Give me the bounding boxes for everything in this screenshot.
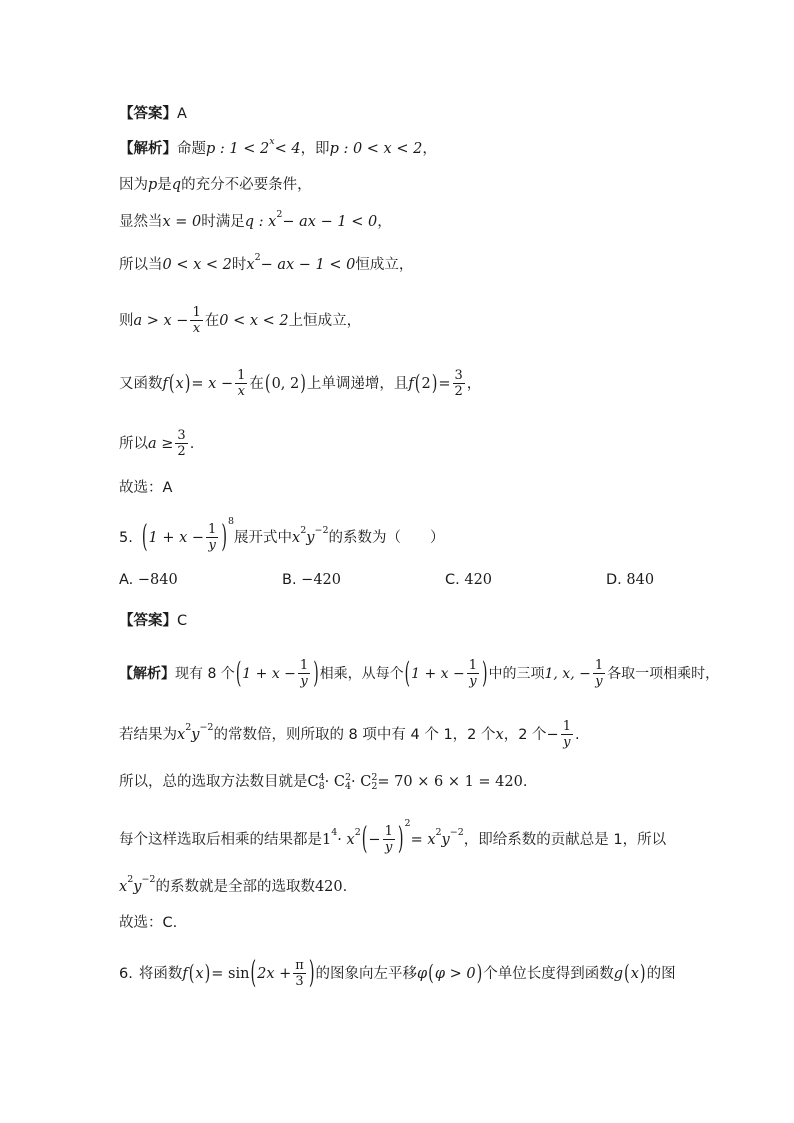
- paren: (: [428, 961, 434, 986]
- analysis-label: 【解析】: [119, 665, 175, 682]
- math: 1: [322, 831, 332, 848]
- math: y: [133, 879, 142, 895]
- text: 命题: [177, 141, 206, 157]
- subscript: 2: [371, 781, 378, 792]
- math: C: [307, 774, 319, 790]
- denominator: 2: [177, 444, 186, 459]
- analysis-line-1: [119, 136, 437, 159]
- text: 展开式中: [234, 529, 293, 546]
- math: =: [438, 375, 451, 392]
- math: p: [148, 177, 158, 193]
- analysis-line-8: [119, 478, 172, 498]
- math: p : 1 < 2: [206, 141, 270, 157]
- math: q : x: [244, 214, 277, 230]
- analysis-line-3: [119, 209, 392, 232]
- denominator: x: [192, 321, 201, 336]
- math: x: [175, 375, 184, 392]
- text: 恒成立，: [355, 257, 414, 273]
- paren: (: [414, 371, 421, 396]
- numerator: π: [295, 958, 304, 973]
- answer-label: 【答案】: [119, 106, 177, 122]
- superscript: −2: [141, 874, 156, 885]
- option-letter: B.: [282, 572, 297, 588]
- math: x: [630, 965, 639, 982]
- analysis2-line-1: [119, 658, 719, 689]
- paren: ): [221, 520, 227, 555]
- math: f: [408, 375, 414, 392]
- answer-value: A: [177, 106, 187, 122]
- text: 故选：A: [119, 480, 173, 496]
- superscript: 2: [344, 772, 352, 783]
- superscript: 2: [276, 209, 283, 220]
- numerator: 1: [192, 305, 201, 320]
- option-value: −420: [301, 572, 341, 588]
- analysis2-line-5: [119, 874, 348, 897]
- superscript: 2: [404, 817, 411, 829]
- math: 2x +: [257, 965, 292, 982]
- answer-value: C: [177, 613, 188, 629]
- text: 所以，总的选取方法数目就是: [119, 774, 308, 790]
- fraction: [293, 958, 306, 989]
- question-5: [119, 515, 445, 555]
- math: = x −: [191, 375, 234, 392]
- text: 的常数倍，则所取的 8 项中有 4 个 1，2 个: [213, 726, 496, 743]
- paren: (: [168, 371, 175, 396]
- math: x: [495, 726, 504, 743]
- analysis-label: 【解析】: [119, 141, 177, 157]
- answer-label: 【答案】: [119, 613, 177, 629]
- option-value: −840: [137, 572, 178, 588]
- math: q: [171, 177, 182, 193]
- paren: (: [141, 520, 148, 555]
- text: .: [522, 774, 528, 790]
- superscript: x: [269, 136, 275, 147]
- text: ，: [377, 214, 392, 230]
- fraction: [383, 824, 395, 855]
- math: · C: [324, 774, 345, 790]
- analysis2-line-2: [119, 719, 580, 750]
- math: y: [306, 529, 315, 546]
- math: 420: [314, 879, 343, 895]
- analysis-line-7: [119, 428, 194, 459]
- numerator: 1: [384, 824, 393, 839]
- option-value: 420: [464, 572, 493, 588]
- superscript: 2: [435, 826, 442, 838]
- text: .: [189, 435, 195, 452]
- denominator: y: [595, 674, 603, 689]
- paren: ): [397, 822, 404, 857]
- denominator: 2: [454, 384, 463, 399]
- math: g: [613, 965, 624, 982]
- math: = 70 × 6 × 1 = 420: [377, 774, 523, 790]
- text: 的系数为（ ）: [328, 529, 445, 546]
- option-letter: D.: [606, 572, 622, 588]
- analysis2-line-6: [119, 913, 177, 933]
- math: a ≥: [148, 435, 174, 452]
- text: 的图象向左平移: [315, 965, 417, 982]
- option-c: [445, 570, 492, 590]
- text: 的系数就是全部的选取数: [155, 879, 315, 895]
- math: = sin: [211, 965, 250, 982]
- superscript: 4: [318, 772, 325, 783]
- text: 中的三项: [488, 665, 545, 682]
- option-d: [606, 570, 654, 590]
- option-letter: C.: [445, 572, 460, 588]
- fraction: [175, 428, 187, 459]
- numerator: 1: [299, 658, 309, 673]
- math: a > x −: [133, 312, 189, 329]
- denominator: 3: [295, 974, 304, 989]
- paren: ): [476, 961, 483, 986]
- math: −: [546, 726, 559, 743]
- fraction: [561, 719, 573, 750]
- math: x: [292, 529, 301, 546]
- paren: ): [308, 956, 315, 991]
- fraction: [593, 658, 605, 689]
- paren: (: [264, 371, 271, 396]
- superscript: 2: [300, 524, 307, 536]
- fraction: [206, 522, 218, 553]
- text: 个单位长度得到函数: [483, 965, 614, 982]
- math: 0, 2: [271, 375, 300, 392]
- analysis-line-2: [119, 175, 312, 195]
- question-number: 6.: [119, 965, 133, 982]
- math: y: [441, 831, 450, 848]
- text: 则: [119, 312, 134, 329]
- paren: ): [313, 656, 319, 691]
- denominator: y: [208, 538, 216, 553]
- fraction: [453, 368, 465, 399]
- question-6: [119, 958, 676, 989]
- math: 1 + x −: [242, 665, 296, 682]
- math: x: [246, 257, 255, 273]
- text: 现有 8 个: [175, 665, 235, 682]
- superscript: 8: [228, 515, 235, 527]
- text: 上单调递增，且: [306, 375, 409, 392]
- numerator: 1: [562, 719, 571, 734]
- option-b: [282, 570, 341, 590]
- math: − ax − 1 < 0: [282, 214, 378, 230]
- analysis2-line-4: [119, 817, 667, 857]
- math: f: [162, 375, 168, 392]
- paren: (: [404, 656, 411, 691]
- math: x: [177, 726, 186, 743]
- math: x: [195, 965, 204, 982]
- text: ，即: [300, 141, 330, 157]
- text: 每个这样选取后相乘的结果都是: [119, 831, 322, 848]
- math: 0 < x < 2: [162, 257, 232, 273]
- numerator: 1: [468, 658, 478, 673]
- math: f: [182, 965, 188, 982]
- superscript: −2: [314, 524, 329, 536]
- text: 若结果为: [119, 726, 177, 743]
- text: 所以: [119, 435, 148, 452]
- denominator: y: [563, 735, 571, 750]
- paren: (: [361, 822, 368, 857]
- numerator: 1: [237, 368, 246, 383]
- answer-line-2: [119, 611, 187, 631]
- answer-line-1: [119, 104, 187, 124]
- math: φ: [417, 965, 428, 982]
- math: y: [191, 726, 200, 743]
- superscript: 2: [185, 721, 192, 733]
- math: 0 < x < 2: [219, 312, 289, 329]
- math: < 4: [274, 141, 301, 157]
- analysis2-line-3: [119, 772, 527, 792]
- paren: ): [482, 656, 488, 691]
- text: 时: [231, 257, 247, 273]
- analysis-line-6: [119, 368, 481, 399]
- analysis-line-5: [119, 305, 361, 336]
- text: 相乘，从每个: [319, 665, 404, 682]
- option-letter: A.: [119, 572, 134, 588]
- fraction: [190, 305, 202, 336]
- superscript: −2: [199, 721, 214, 733]
- text: ，即给系数的贡献总是 1，所以: [463, 831, 667, 848]
- math: p : 0 < x < 2: [329, 141, 423, 157]
- math: φ > 0: [434, 965, 476, 982]
- text: 故选：C.: [119, 915, 178, 931]
- text: 将函数: [138, 965, 183, 982]
- superscript: 2: [254, 252, 261, 263]
- math: −: [368, 831, 381, 848]
- superscript: 4: [331, 826, 338, 838]
- superscript: 2: [127, 874, 134, 885]
- denominator: y: [469, 674, 477, 689]
- math: 1 + x −: [148, 529, 205, 546]
- text: 时满足: [201, 214, 245, 230]
- text: 又函数: [119, 375, 163, 392]
- math: − ax − 1 < 0: [260, 257, 356, 273]
- math: · x: [337, 831, 355, 848]
- paren: ): [431, 371, 438, 396]
- math: · C: [351, 774, 372, 790]
- numerator: 1: [208, 522, 217, 537]
- analysis-line-4: [119, 252, 414, 275]
- numerator: 3: [177, 428, 186, 443]
- option-value: 840: [626, 572, 655, 588]
- subscript: 4: [344, 781, 352, 792]
- denominator: y: [300, 674, 308, 689]
- fraction: [235, 368, 247, 399]
- text: ，2 个: [503, 726, 547, 743]
- math: 1 + x −: [411, 665, 465, 682]
- text: 显然当: [119, 214, 163, 230]
- superscript: 2: [354, 826, 361, 838]
- paren: (: [235, 656, 242, 691]
- numerator: 3: [454, 368, 463, 383]
- text: 因为: [119, 177, 148, 193]
- paren: (: [250, 956, 257, 991]
- text: 的充分不必要条件，: [181, 177, 312, 193]
- paren: ): [300, 371, 306, 396]
- paren: ): [639, 961, 646, 986]
- text: 在: [249, 375, 264, 392]
- math: x = 0: [162, 214, 202, 230]
- text: .: [574, 726, 580, 743]
- superscript: 2: [371, 772, 378, 783]
- math: = x: [410, 831, 436, 848]
- text: ，: [422, 141, 437, 157]
- text: 所以当: [119, 257, 163, 273]
- fraction: [298, 658, 310, 689]
- text: ，: [466, 375, 482, 392]
- math: 2: [421, 375, 431, 392]
- text: 上恒成立，: [288, 312, 362, 329]
- text: .: [342, 879, 348, 895]
- denominator: y: [385, 840, 393, 855]
- superscript: −2: [449, 826, 464, 838]
- text: 各取一项相乘时，: [607, 665, 720, 682]
- paren: (: [624, 961, 630, 986]
- option-a: [119, 570, 178, 590]
- math: x: [119, 879, 128, 895]
- denominator: x: [237, 384, 245, 399]
- question-number: 5.: [119, 529, 133, 546]
- numerator: 1: [594, 658, 604, 673]
- math: 1, x, −: [544, 665, 591, 682]
- paren: ): [184, 371, 191, 396]
- subscript: 8: [318, 781, 325, 792]
- paren: (: [188, 961, 195, 986]
- paren: ): [204, 961, 211, 986]
- text: 在: [204, 312, 220, 329]
- fraction: [467, 658, 479, 689]
- text: 的图: [646, 965, 676, 982]
- text: 是: [157, 177, 172, 193]
